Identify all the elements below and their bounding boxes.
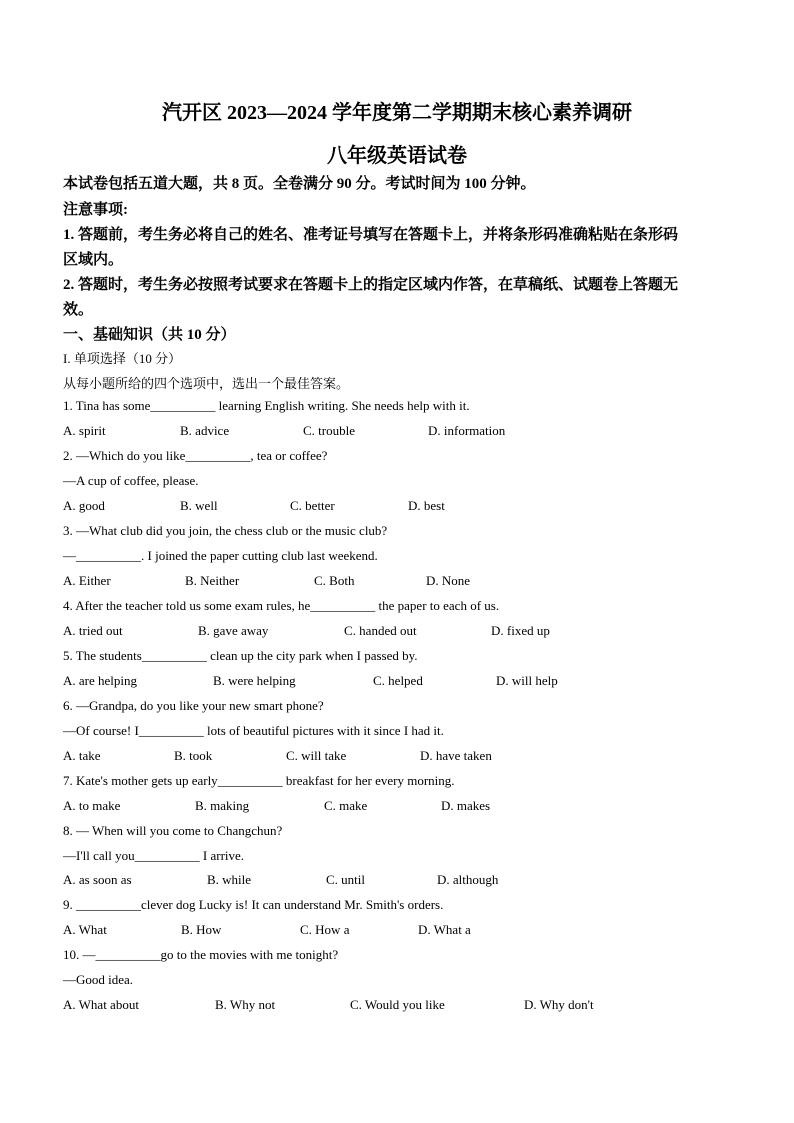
question-8-stem: 8. — When will you come to Changchun? [63, 823, 283, 838]
question-3-option-d: D. None [426, 573, 471, 588]
question-1-option-d: D. information [428, 423, 506, 438]
question-7-option-b: B. making [195, 798, 250, 813]
question-9-option-c: C. How a [300, 922, 350, 937]
question-1-option-c: C. trouble [303, 423, 355, 438]
question-1-stem: 1. Tina has some__________ learning English writing. She needs help with it. [63, 398, 470, 413]
question-5-option-c: C. helped [373, 673, 423, 688]
question-8-option-a: A. as soon as [63, 872, 132, 887]
question-10-option-d: D. Why don't [524, 997, 594, 1012]
question-10-reply: —Good idea. [63, 972, 134, 987]
exam-title: 汽开区 2023—2024 学年度第二学期期末核心素养调研 [162, 102, 632, 124]
question-5-option-d: D. will help [496, 673, 558, 688]
question-9-option-b: B. How [181, 922, 222, 937]
question-6-option-c: C. will take [286, 748, 347, 763]
question-3-option-a: A. Either [63, 573, 111, 588]
question-2-option-d: D. best [408, 498, 445, 513]
part-heading: I. 单项选择（10 分） [63, 351, 182, 366]
question-5-stem: 5. The students__________ clean up the city park when I passed by. [63, 648, 418, 663]
question-2-option-a: A. good [63, 498, 105, 513]
notice-1-line-1: 1. 答题前，考生务必将自己的姓名、准考证号填写在答题卡上，并将条形码准确粘贴在条形码 [63, 227, 679, 243]
question-6-option-a: A. take [63, 748, 101, 763]
question-10-option-c: C. Would you like [350, 997, 445, 1012]
question-8-reply: —I'll call you__________ I arrive. [63, 848, 245, 863]
question-4-option-b: B. gave away [198, 623, 269, 638]
question-4-stem: 4. After the teacher told us some exam rules, he__________ the paper to each of us. [63, 598, 500, 613]
notice-2-line-2: 效。 [63, 302, 94, 318]
notice-heading: 注意事项: [63, 202, 128, 218]
notice-2-line-1: 2. 答题时，考生务必按照考试要求在答题卡上的指定区域内作答，在草稿纸、试题卷上答题无 [63, 277, 679, 293]
question-4-option-d: D. fixed up [491, 623, 550, 638]
question-4-option-c: C. handed out [344, 623, 417, 638]
question-9-option-a: A. What [63, 922, 107, 937]
question-5-option-b: B. were helping [213, 673, 296, 688]
question-3-option-c: C. Both [314, 573, 355, 588]
exam-summary: 本试卷包括五道大题，共 8 页。全卷满分 90 分。考试时间为 100 分钟。 [63, 176, 536, 192]
question-3-stem: 3. —What club did you join, the chess club or the music club? [63, 523, 388, 538]
question-2-stem: 2. —Which do you like__________, tea or coffee? [63, 448, 328, 463]
question-6-option-d: D. have taken [420, 748, 492, 763]
question-2-option-b: B. well [180, 498, 218, 513]
question-7-option-c: C. make [324, 798, 368, 813]
question-2-option-c: C. better [290, 498, 335, 513]
question-6-reply: —Of course! I__________ lots of beautiful pictures with it since I had it. [63, 723, 444, 738]
question-4-option-a: A. tried out [63, 623, 123, 638]
question-9-option-d: D. What a [418, 922, 471, 937]
question-7-option-a: A. to make [63, 798, 121, 813]
section-heading: 一、基础知识（共 10 分） [63, 327, 236, 343]
question-8-option-b: B. while [207, 872, 252, 887]
question-7-stem: 7. Kate's mother gets up early__________ breakfast for her every morning. [63, 773, 455, 788]
question-10-option-a: A. What about [63, 997, 139, 1012]
question-3-reply: —__________. I joined the paper cutting club last weekend. [63, 548, 378, 563]
question-7-option-d: D. makes [441, 798, 491, 813]
question-2-reply: —A cup of coffee, please. [63, 473, 199, 488]
question-8-option-d: D. although [437, 872, 499, 887]
question-3-option-b: B. Neither [185, 573, 240, 588]
question-9-stem: 9. __________clever dog Lucky is! It can understand Mr. Smith's orders. [63, 897, 444, 912]
question-6-stem: 6. —Grandpa, do you like your new smart phone? [63, 698, 324, 713]
question-6-option-b: B. took [174, 748, 213, 763]
question-1-option-a: A. spirit [63, 423, 106, 438]
question-5-option-a: A. are helping [63, 673, 138, 688]
question-1-option-b: B. advice [180, 423, 230, 438]
instruction: 从每小题所给的四个选项中，选出一个最佳答案。 [63, 376, 350, 391]
question-10-option-b: B. Why not [215, 997, 276, 1012]
notice-1-line-2: 区域内。 [63, 252, 124, 268]
question-8-option-c: C. until [326, 872, 366, 887]
exam-subtitle: 八年级英语试卷 [327, 145, 467, 167]
question-10-stem: 10. —__________go to the movies with me tonight? [63, 947, 339, 962]
